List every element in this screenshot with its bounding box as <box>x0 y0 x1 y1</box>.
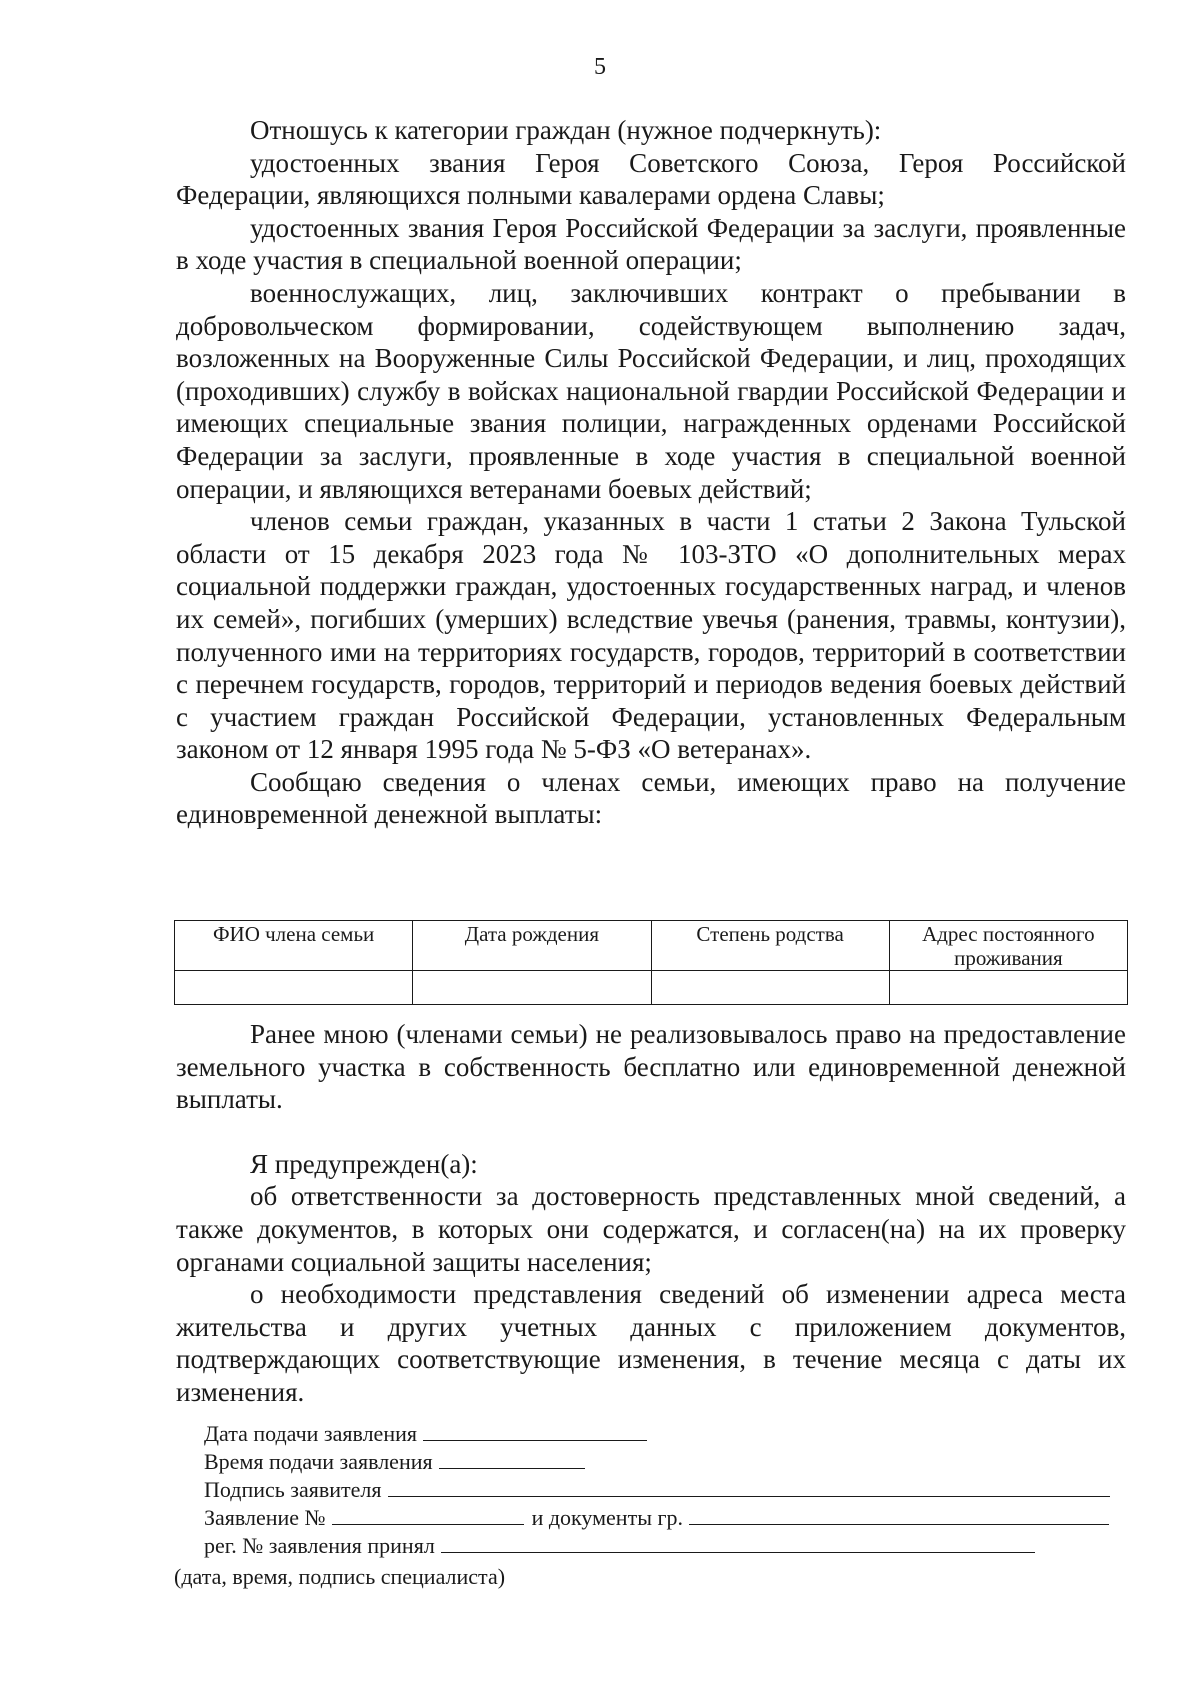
date-line <box>204 1420 1134 1448</box>
application-no-label: Заявление № <box>204 1505 326 1530</box>
family-members-table <box>174 920 1128 1005</box>
category-heading: Отношусь к категории граждан (нужное подчеркнуть): <box>250 115 882 145</box>
reg-field[interactable] <box>441 1532 1035 1553</box>
documents-field[interactable] <box>689 1504 1109 1525</box>
application-no-field[interactable] <box>332 1504 524 1525</box>
signature-field[interactable] <box>388 1476 1110 1497</box>
warning-changes: о необходимости представления сведений об изменении адреса места жительства и других учетных данных с приложением документов, подтверждающих соответствующие изменения, в течение месяца с даты их изменения. <box>176 1279 1126 1407</box>
application-line <box>204 1504 1134 1532</box>
time-line <box>204 1448 1134 1476</box>
cell-relation[interactable] <box>651 971 889 1005</box>
warning-heading: Я предупрежден(а): <box>250 1148 478 1179</box>
documents-label: и документы гр. <box>531 1505 683 1530</box>
family-info-intro: Сообщаю сведения о членах семьи, имеющих право на получение единовременной денежной выплаты: <box>176 766 1126 830</box>
cell-fio[interactable] <box>175 971 413 1005</box>
header-birth-date: Дата рождения <box>413 921 651 971</box>
reg-label: рег. № заявления принял <box>204 1533 435 1558</box>
header-address: Адрес постоянного проживания <box>889 921 1127 971</box>
declarations <box>176 1018 1126 1409</box>
category-heroes-svo: удостоенных звания Героя Российской Федерации за заслуги, проявленные в ходе участия в специальной военной операции; <box>176 212 1126 276</box>
date-field[interactable] <box>423 1420 647 1441</box>
reg-line <box>204 1532 1134 1560</box>
no-prior-right-statement: Ранее мною (членами семьи) не реализовывалось право на предоставление земельного участка в собственность бесплатно или единовременной денежной выплаты. <box>176 1019 1126 1115</box>
signature-label: Подпись заявителя <box>204 1477 382 1502</box>
header-fio: ФИО члена семьи <box>175 921 413 971</box>
header-relation: Степень родства <box>651 921 889 971</box>
cell-birth-date[interactable] <box>413 971 651 1005</box>
date-label: Дата подачи заявления <box>204 1421 417 1446</box>
time-label: Время подачи заявления <box>204 1449 433 1474</box>
document-body <box>176 114 1126 831</box>
signature-block <box>204 1420 1134 1560</box>
category-family-members: членов семьи граждан, указанных в части 1 статьи 2 Закона Тульской области от 15 декабря 2023 года № 103-ЗТО «О дополнительных мерах социальной поддержки граждан, удостоенных государственных наград, и членов их семей», погибших (умерших) вследствие увечья (ранения, травмы, контузии), полученного ими на территориях государств, городов, территорий в соответствии с перечнем государств, городов, территорий и периодов ведения боевых действий с участием граждан Российской Федерации, установленных Федеральным законом от 12 января 1995 года № 5-ФЗ «О ветеранах». <box>176 506 1126 765</box>
page-number: 5 <box>594 54 606 80</box>
time-field[interactable] <box>439 1448 585 1469</box>
signature-line <box>204 1476 1134 1504</box>
category-servicemen: военнослужащих, лиц, заключивших контракт о пребывании в добровольческом формировании, содействующем выполнению задач, возложенных на Вооруженные Силы Российской Федерации, и лиц, проходящих (проходивших) службу в войсках национальной гвардии Российской Федерации и имеющих специальные звания полиции, награжденных орденами Российской Федерации за заслуги, проявленные в ходе участия в специальной военной операции, и являющихся ветеранами боевых действий; <box>176 277 1126 504</box>
cell-address[interactable] <box>889 971 1127 1005</box>
table-row <box>175 971 1128 1005</box>
specialist-footnote: (дата, время, подпись специалиста) <box>174 1564 506 1589</box>
warning-responsibility: об ответственности за достоверность представленных мной сведений, а также документов, в которых они содержатся, и согласен(на) на их проверку органами социальной защиты населения; <box>176 1181 1126 1277</box>
category-heroes: удостоенных звания Героя Советского Союза, Героя Российской Федерации, являющихся полными кавалерами ордена Славы; <box>176 147 1126 211</box>
table-header-row <box>175 921 1128 971</box>
